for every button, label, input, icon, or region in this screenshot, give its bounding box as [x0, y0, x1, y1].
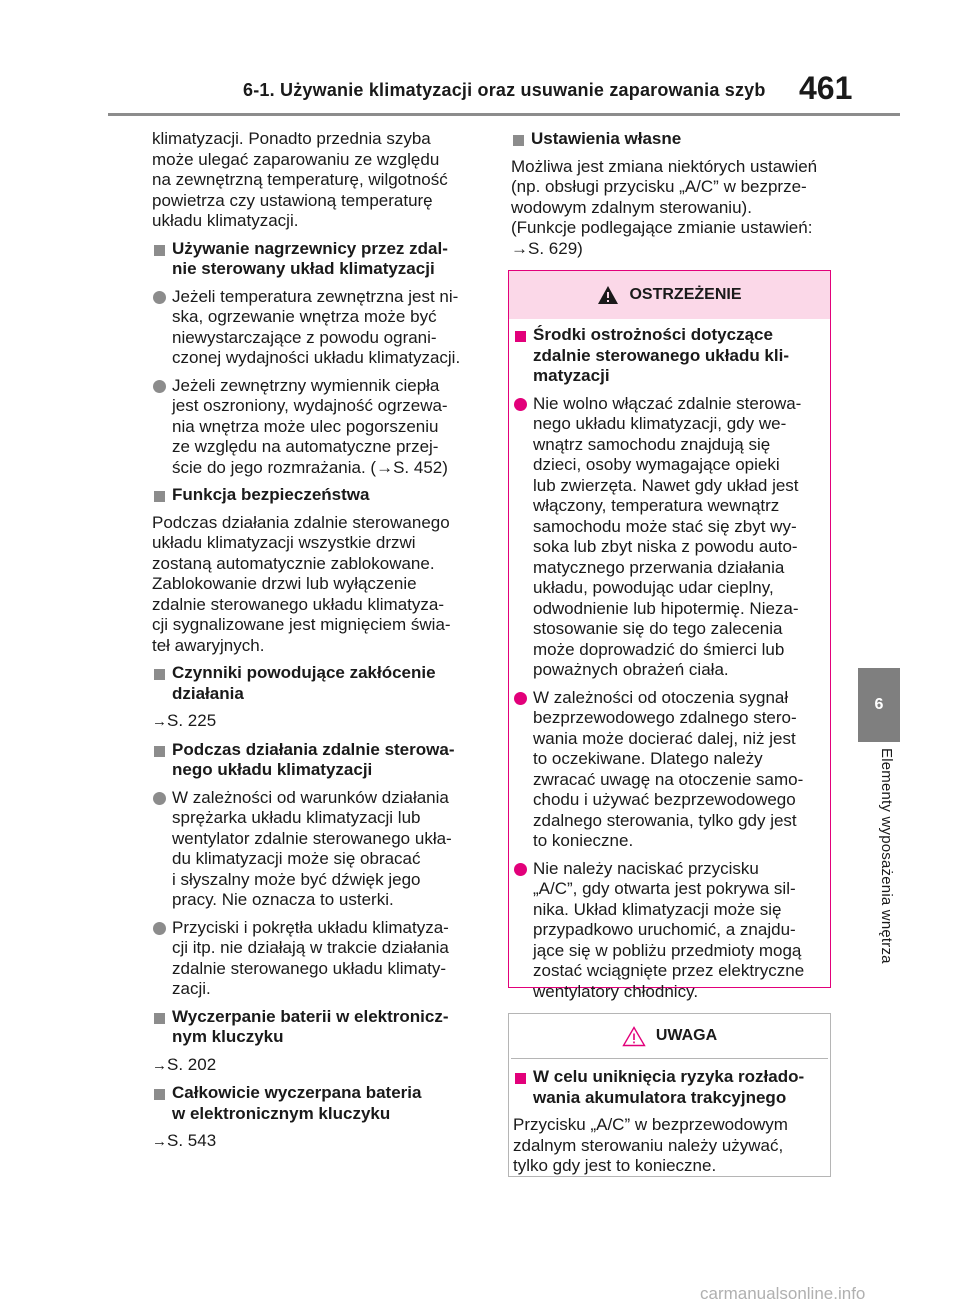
bullet-dot-icon — [153, 291, 166, 304]
section-paragraph: Możliwa jest zmiana niektórych ustawień (np. obsługi przycisku „A/C” w bezprze- wodowym zdalnym sterowaniu). (Funkcje podlegające zmianie ustawień: →S. 629) — [511, 156, 818, 258]
section-heading: Używanie nagrzewnicy przez zdal- nie sterowany układ klimatyzacji — [152, 239, 482, 280]
arrow-right-icon: → — [152, 1133, 167, 1150]
bullet-dot-icon — [514, 398, 527, 411]
chapter-tab[interactable] — [858, 668, 900, 742]
section-heading: Czynniki powodujące zakłócenie działania — [152, 663, 482, 704]
header-divider — [108, 113, 900, 116]
caution-box — [508, 1013, 831, 1177]
section-heading: Funkcja bezpieczeństwa — [152, 485, 482, 506]
caution-heading: W celu uniknięcia ryzyka rozłado- wania akumulatora trakcyjnego — [513, 1067, 826, 1108]
page-reference[interactable]: →S. 543 — [152, 1131, 217, 1150]
left-column — [152, 129, 482, 1160]
bullet-item: Jeżeli temperatura zewnętrzna jest ni- ska, ogrzewanie wnętrza może być niewystarczające z powodu ograni- czonej wydajności układu klimatyzacji. — [152, 287, 482, 369]
page-reference[interactable]: →S. 202 — [152, 1054, 217, 1074]
warning-bullet: W zależności od otoczenia sygnał bezprzewodowego zdalnego stero- wania może docierać dalej, niż jest to oczekiwane. Dlatego należy zwracać uwagę na otoczenie samo- chodu i używać bezprzewodowego zdalnego sterowania, tylko gdy jest to konieczne. — [513, 688, 826, 852]
square-marker-icon — [515, 331, 526, 342]
arrow-right-icon: → — [152, 713, 167, 730]
square-marker-icon — [515, 1073, 526, 1084]
bullet-dot-icon — [514, 692, 527, 705]
section-heading: Całkowicie wyczerpana bateria w elektronicznym kluczyku — [152, 1083, 482, 1124]
warning-title: OSTRZEŻENIE — [629, 286, 742, 303]
section-heading: Wyczerpanie baterii w elektronicz- nym kluczyku — [152, 1007, 482, 1048]
bullet-dot-icon — [153, 792, 166, 805]
warning-triangle-icon — [597, 285, 619, 305]
warning-bullet: Nie wolno włączać zdalnie sterowa- nego układu klimatyzacji, gdy we- wnątrz samochodu znajdują się dzieci, osoby wymagające opieki lub zwierzęta. Nawet gdy układ jest włączony, temperatura wewnątrz samochodu może stać się zbyt wy- soka lub zbyt niska z powodu auto- matycznego przerwania działania układu, powodując udar cieplny, odwodnienie lub hipotermię. Nieza- stosowanie się do tego zalecenia może doprowadzić do śmierci lub poważnych obrażeń ciała. — [513, 394, 826, 681]
bullet-dot-icon — [514, 863, 527, 876]
warning-heading: Środki ostrożności dotyczące zdalnie sterowanego układu kli- matyzacji — [513, 325, 826, 387]
section-paragraph: Podczas działania zdalnie sterowanego układu klimatyzacji wszystkie drzwi zostaną automatycznie zablokowane. Zablokowanie drzwi lub wyłączenie zdalnie sterowanego układu klimatyza- cji sygnalizowane jest mignięciem świa- teł awaryjnych. — [152, 512, 451, 655]
square-marker-icon — [154, 1013, 165, 1024]
chapter-number: 6 — [874, 696, 884, 713]
watermark: carmanualsonline.info — [700, 1284, 866, 1303]
square-marker-icon — [154, 746, 165, 757]
caution-triangle-icon — [622, 1026, 646, 1047]
bullet-dot-icon — [153, 922, 166, 935]
page-number: 461 — [799, 70, 853, 106]
bullet-item: W zależności od warunków działania sprężarka układu klimatyzacji lub wentylator zdalnie sterowanego ukła- du klimatyzacji może się obracać i słyszalny może być dźwięk jego pracy. Nie oznacza to usterki. — [152, 788, 482, 911]
square-marker-icon — [154, 1089, 165, 1100]
intro-paragraph: klimatyzacji. Ponadto przednia szyba może ulegać zaparowaniu ze względu na zewnętrzną temperaturę, wilgotność powietrza czy ustawioną temperaturę układu klimatyzacji. — [152, 129, 448, 230]
square-marker-icon — [513, 135, 524, 146]
section-heading: Podczas działania zdalnie sterowa- nego układu klimatyzacji — [152, 740, 482, 781]
caution-header — [511, 1014, 828, 1059]
section-title: 6-1. Używanie klimatyzacji oraz usuwanie zaparowania szyb — [243, 80, 766, 100]
square-marker-icon — [154, 491, 165, 502]
bullet-item: Przyciski i pokrętła układu klimatyza- cji itp. nie działają w trakcie działania zdalnie sterowanego układu klimaty- zacji. — [152, 918, 482, 1000]
chapter-label: Elementy wyposażenia wnętrza — [878, 748, 895, 964]
warning-bullet: Nie należy naciskać przycisku „A/C”, gdy otwarta jest pokrywa sil- nika. Układ klimatyzacji może się przypadkowo uruchomić, a znajdu- jące się w pobliżu przedmioty mogą zostać wciągnięte przez elektryczne wentylatory chłodnicy. — [513, 859, 826, 1003]
caution-paragraph: Przycisku „A/C” w bezprzewodowym zdalnym sterowaniu należy używać, tylko gdy jest to konieczne. — [513, 1115, 788, 1175]
caution-title: UWAGA — [655, 1027, 718, 1044]
bullet-item: Jeżeli zewnętrzny wymiennik ciepła jest oszroniony, wydajność ogrzewa- nia wnętrza może ulec pogorszeniu ze względu na automatyczne przej- ście do jego rozmrażania. (→S. 452) — [152, 376, 482, 479]
arrow-right-icon: → — [152, 1056, 167, 1074]
page-reference[interactable]: →S. 225 — [152, 711, 217, 730]
section-heading: Ustawienia własne — [511, 129, 831, 150]
square-marker-icon — [154, 669, 165, 680]
warning-box — [508, 270, 831, 1001]
square-marker-icon — [154, 245, 165, 256]
warning-header — [509, 271, 830, 319]
right-column — [511, 129, 831, 266]
bullet-dot-icon — [153, 380, 166, 393]
